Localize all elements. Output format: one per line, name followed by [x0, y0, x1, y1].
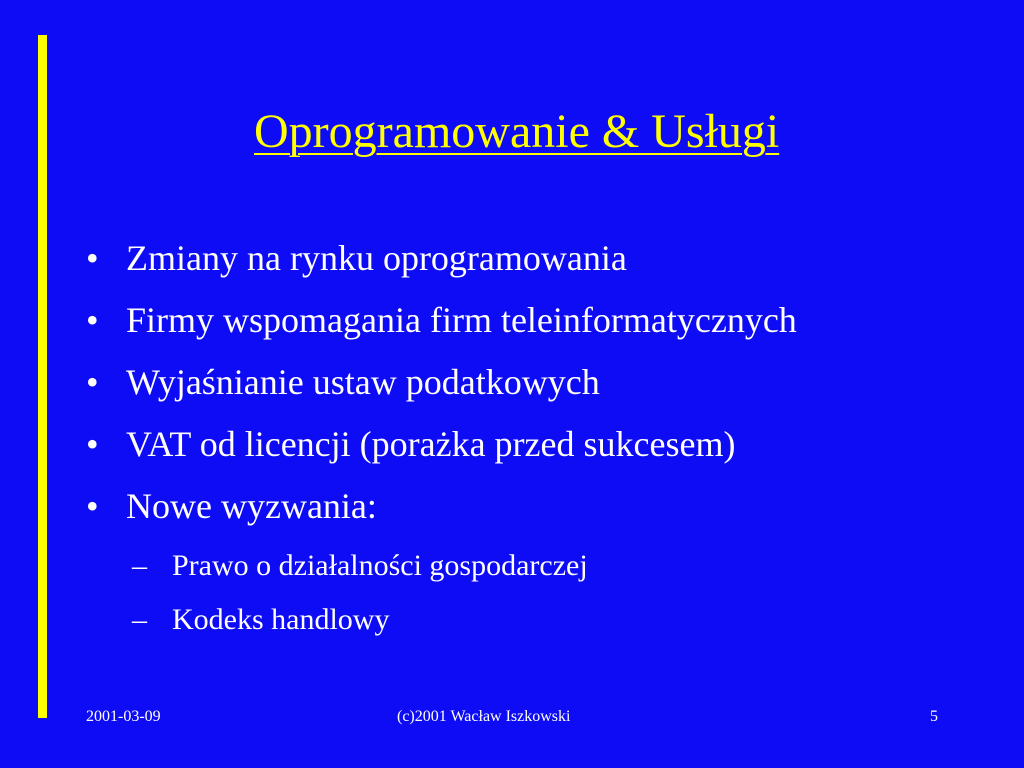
sub-bullet-marker: – — [132, 603, 147, 636]
bullet-marker: • — [86, 362, 99, 402]
bullet-text: Nowe wyzwania: — [126, 486, 377, 526]
sub-bullet-marker: – — [132, 549, 147, 582]
footer-copyright: (c)2001 Wacław Iszkowski — [397, 708, 571, 725]
bullet-text: Zmiany na rynku oprogramowania — [126, 238, 627, 278]
bullet-text: Wyjaśnianie ustaw podatkowych — [126, 362, 600, 402]
footer-page-number: 5 — [930, 708, 938, 725]
bullet-text: Firmy wspomagania firm teleinformatycznych — [126, 300, 797, 340]
sub-bullet-text: Prawo o działalności gospodarczej — [172, 549, 588, 582]
bullet-marker: • — [86, 424, 99, 464]
sub-bullet-text: Kodeks handlowy — [172, 603, 390, 636]
footer-date: 2001-03-09 — [86, 708, 161, 725]
bullet-marker: • — [86, 300, 99, 340]
slide-title: Oprogramowanie & Usługi — [254, 105, 780, 158]
accent-bar — [38, 35, 47, 718]
bullet-text: VAT od licencji (porażka przed sukcesem) — [126, 424, 736, 464]
bullet-marker: • — [86, 486, 99, 526]
bullet-marker: • — [86, 238, 99, 278]
